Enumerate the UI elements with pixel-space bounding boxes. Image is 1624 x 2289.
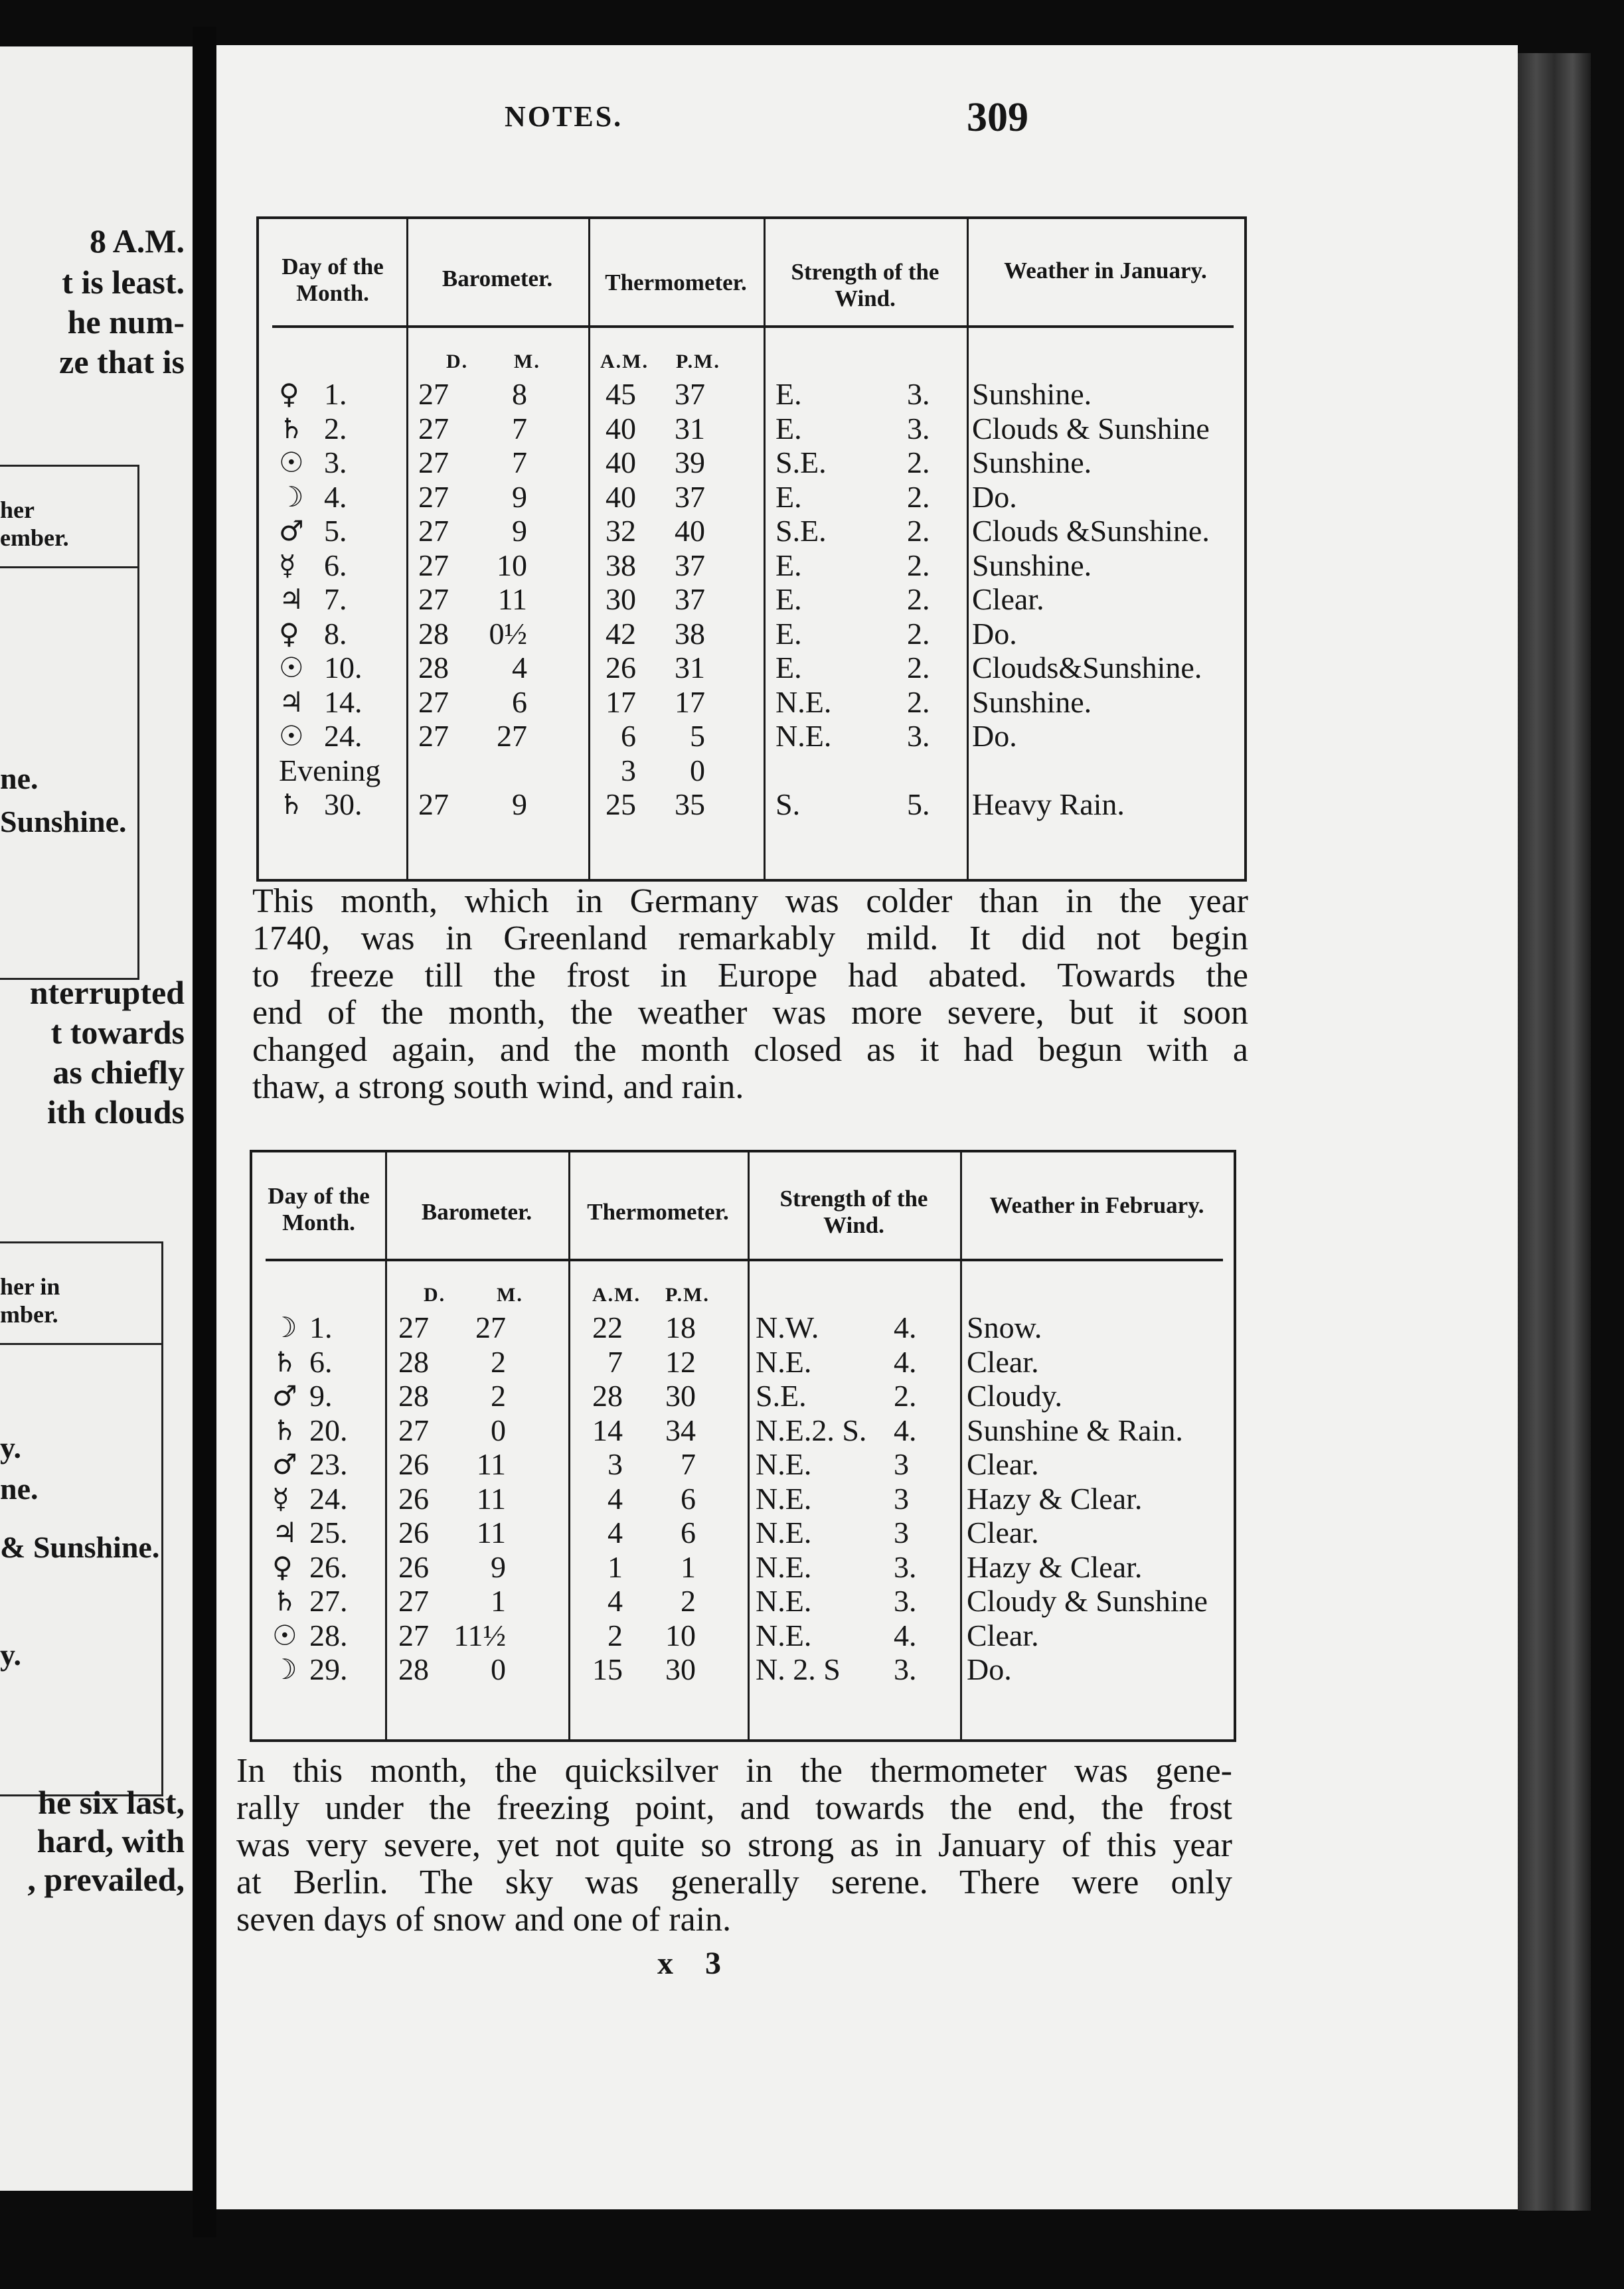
subheader-pm: P.M. [665, 1284, 710, 1306]
wind-direction: E. [775, 616, 802, 651]
table-row [252, 1379, 1234, 1413]
barometer-m: 27 [475, 1310, 506, 1344]
weather-description: Cloudy & Sunshine [967, 1584, 1208, 1618]
thermometer-pm: 31 [675, 411, 705, 445]
wind-direction: N.E. [756, 1584, 812, 1618]
weather-description: Clear. [972, 582, 1044, 616]
barometer-d: 27 [418, 787, 449, 821]
day-of-month: 30. [324, 787, 363, 821]
paragraph-line: 1740, was in Greenland remarkably mild. It did not begin [252, 919, 1248, 957]
weather-description: Sunshine. [972, 548, 1092, 582]
thermometer-pm: 37 [675, 479, 705, 514]
thermometer-am: 28 [592, 1379, 623, 1413]
day-of-month: 7. [324, 582, 347, 616]
wind-strength: 3 [894, 1481, 909, 1516]
left-page-line: ze that is [59, 343, 185, 380]
thermometer-pm: 34 [665, 1413, 696, 1447]
barometer-m: 11 [476, 1481, 506, 1516]
wind-direction: E. [775, 377, 802, 411]
barometer-d: 27 [418, 479, 449, 514]
wind-strength: 4. [894, 1413, 917, 1447]
paragraph-line: In this month, the quicksilver in the thermometer was gene- [236, 1752, 1232, 1790]
paragraph-line: rally under the freezing point, and towards the end, the frost [236, 1789, 1232, 1827]
day-symbol: ♀ [279, 617, 299, 650]
wind-strength: 3. [907, 377, 930, 411]
thermometer-am: 40 [606, 445, 636, 479]
wind-strength: 3. [894, 1652, 917, 1686]
thermometer-pm: 40 [675, 514, 705, 548]
table-row [259, 753, 1244, 788]
weather-description: Do. [972, 479, 1017, 514]
day-of-month: 14. [324, 684, 363, 719]
day-symbol: ☉ [272, 1618, 297, 1652]
left-page-line: , prevailed, [27, 1861, 185, 1898]
barometer-m: 1 [491, 1584, 506, 1618]
day-of-month: 25. [309, 1516, 348, 1549]
barometer-d: 27 [398, 1618, 429, 1652]
barometer-d: 27 [418, 684, 449, 719]
barometer-m: 0 [491, 1652, 506, 1686]
wind-direction: N.W. [756, 1310, 819, 1344]
day-symbol: ♀ [272, 1550, 293, 1583]
day-of-month: 26. [309, 1549, 348, 1584]
thermometer-pm: 17 [675, 684, 705, 719]
barometer-m: 27 [497, 719, 527, 753]
barometer-m: 8 [512, 377, 527, 411]
day-of-month: 6. [324, 548, 347, 582]
barometer-m: 2 [491, 1379, 506, 1413]
day-symbol: ♄ [272, 1585, 297, 1617]
thermometer-pm: 38 [675, 616, 705, 651]
day-of-month: 23. [309, 1447, 348, 1481]
barometer-m: 9 [491, 1549, 506, 1584]
thermometer-pm: 30 [665, 1652, 696, 1686]
thermometer-pm: 31 [675, 651, 705, 684]
wind-direction: E. [775, 582, 802, 616]
wind-strength: 2. [907, 514, 930, 548]
wind-direction: N.E. [756, 1481, 812, 1516]
table-row [259, 685, 1244, 720]
weather-description: Cloudy. [967, 1379, 1062, 1413]
column-header-wind: Strength of the Wind. [779, 1186, 928, 1239]
wind-direction: N.E. [756, 1344, 812, 1379]
day-of-month: 3. [324, 445, 347, 479]
barometer-d: 28 [418, 651, 449, 684]
left-page-table-heading: her in [0, 1273, 60, 1300]
left-page-line: 8 A.M. [89, 222, 185, 260]
thermometer-am: 3 [608, 1447, 623, 1481]
table-row [259, 514, 1244, 548]
table-row [259, 617, 1244, 651]
thermometer-am: 45 [606, 377, 636, 411]
barometer-d: 27 [398, 1413, 429, 1447]
table-row [252, 1584, 1234, 1618]
wind-direction: S. [775, 787, 801, 821]
barometer-d: 27 [418, 582, 449, 616]
wind-direction: S.E. [775, 514, 827, 548]
day-symbol: ♂ [279, 514, 304, 547]
thermometer-pm: 30 [665, 1379, 696, 1413]
barometer-m: 7 [512, 411, 527, 445]
february-weather-table [250, 1150, 1236, 1742]
barometer-d: 26 [398, 1447, 429, 1481]
wind-strength: 2. [907, 479, 930, 514]
column-header-barometer: Barometer. [442, 266, 553, 291]
barometer-d: 27 [418, 377, 449, 411]
thermometer-pm: 37 [675, 548, 705, 582]
day-symbol: ♄ [279, 412, 304, 445]
thermometer-am: 4 [608, 1584, 623, 1618]
column-header-thermometer: Thermometer. [605, 270, 747, 295]
day-symbol: ♃ [279, 583, 304, 615]
day-of-month: 9. [309, 1379, 333, 1413]
day-symbol: ♀ [279, 378, 299, 410]
left-page-table-heading: ember. [0, 524, 69, 551]
signature-mark: x 3 [657, 1946, 733, 1981]
table-row [252, 1447, 1234, 1482]
wind-strength: 2. [907, 684, 930, 719]
column-header-wind: Strength of the Wind. [791, 259, 939, 312]
paragraph-january [252, 883, 1248, 1106]
barometer-m: 0 [491, 1413, 506, 1447]
barometer-m: 10 [497, 548, 527, 582]
weather-description: Clear. [967, 1516, 1039, 1549]
wind-direction: N.E. [756, 1618, 812, 1652]
barometer-d: 27 [398, 1310, 429, 1344]
paragraph-line: to freeze till the frost in Europe had abated. Towards the [252, 957, 1248, 994]
thermometer-pm: 6 [681, 1481, 696, 1516]
column-header-weather: Weather in January. [1004, 258, 1207, 283]
thermometer-am: 1 [608, 1549, 623, 1584]
thermometer-am: 38 [606, 548, 636, 582]
day-of-month: 6. [309, 1344, 333, 1379]
paragraph-line: This month, which in Germany was colder than in the year [252, 882, 1248, 920]
day-symbol: ♃ [279, 685, 304, 718]
subheader-am: A.M. [592, 1284, 641, 1306]
day-symbol: ☉ [279, 651, 304, 684]
thermometer-am: 32 [606, 514, 636, 548]
day-symbol: ♂ [272, 1380, 297, 1412]
day-symbol: ☽ [272, 1311, 297, 1344]
left-page-table-heading: her [0, 497, 35, 523]
subheader-pm: P.M. [676, 351, 720, 372]
day-of-month: 4. [324, 479, 347, 514]
column-header-thermometer: Thermometer. [587, 1199, 729, 1225]
day-symbol: ♃ [272, 1516, 297, 1549]
wind-strength: 2. [907, 548, 930, 582]
wind-strength: 4. [894, 1344, 917, 1379]
table-row [252, 1345, 1234, 1380]
barometer-d: 27 [418, 445, 449, 479]
day-of-month: 20. [309, 1413, 348, 1447]
day-of-month: 27. [309, 1584, 348, 1618]
left-page-line: t towards [50, 1014, 185, 1051]
wind-strength: 3. [894, 1584, 917, 1618]
weather-description: Snow. [967, 1310, 1042, 1344]
wind-strength: 2. [894, 1379, 917, 1413]
weather-description: Do. [972, 616, 1017, 651]
day-symbol: ♂ [272, 1448, 297, 1480]
day-of-month: 1. [309, 1310, 333, 1344]
weather-description: Clouds &Sunshine. [972, 514, 1210, 548]
thermometer-am: 25 [606, 787, 636, 821]
column-header-barometer: Barometer. [421, 1199, 532, 1225]
wind-strength: 3. [907, 719, 930, 753]
barometer-m: 11½ [453, 1618, 506, 1652]
barometer-m: 9 [512, 479, 527, 514]
left-page-table-cell: y. [0, 1638, 21, 1672]
wind-strength: 4. [894, 1618, 917, 1652]
table-row [252, 1310, 1234, 1345]
weather-description: Do. [967, 1652, 1012, 1686]
thermometer-pm: 37 [675, 377, 705, 411]
table-row [259, 719, 1244, 753]
day-of-month: 29. [309, 1652, 348, 1686]
left-page-table-cell: Sunshine. [0, 805, 127, 838]
barometer-d: 27 [418, 719, 449, 753]
thermometer-pm: 18 [665, 1310, 696, 1344]
day-of-month: 24. [324, 719, 363, 753]
left-page-line: nterrupted [29, 974, 185, 1011]
thermometer-am: 3 [621, 753, 636, 787]
wind-strength: 3. [894, 1549, 917, 1584]
weather-description: Heavy Rain. [972, 787, 1125, 821]
wind-direction: E. [775, 651, 802, 684]
day-symbol: ♄ [272, 1413, 297, 1447]
weather-description: Do. [972, 719, 1017, 753]
thermometer-am: 42 [606, 616, 636, 651]
thermometer-pm: 5 [690, 719, 705, 753]
weather-description: Sunshine. [972, 684, 1092, 719]
day-symbol: ♄ [279, 788, 304, 821]
day-of-month: 24. [309, 1481, 348, 1516]
weather-description: Clear. [967, 1618, 1039, 1652]
barometer-d: 28 [398, 1652, 429, 1686]
left-facing-page [0, 46, 193, 2191]
page-edges [1518, 53, 1591, 2211]
wind-strength: 4. [894, 1310, 917, 1344]
day-symbol: ☉ [279, 446, 304, 479]
wind-strength: 2. [907, 616, 930, 651]
left-page-table-cell: ne. [0, 1472, 39, 1506]
table-row [252, 1482, 1234, 1516]
day-of-month: 5. [324, 514, 347, 548]
thermometer-am: 4 [608, 1481, 623, 1516]
wind-direction: N.E. [775, 684, 832, 719]
wind-strength: 3 [894, 1516, 909, 1549]
barometer-d: 27 [418, 548, 449, 582]
left-page-line: he num- [67, 303, 185, 341]
paragraph-february [236, 1753, 1232, 1938]
barometer-d: 26 [398, 1516, 429, 1549]
barometer-m: 11 [476, 1447, 506, 1481]
january-weather-table [256, 216, 1247, 882]
day-of-month: 1. [324, 377, 347, 411]
barometer-m: 4 [512, 651, 527, 684]
wind-direction: S.E. [756, 1379, 807, 1413]
day-symbol: ☽ [272, 1653, 297, 1686]
thermometer-pm: 35 [675, 787, 705, 821]
barometer-d: 28 [398, 1379, 429, 1413]
day-of-month: 10. [324, 651, 363, 684]
table-row [252, 1652, 1234, 1687]
left-page-table-cell: & Sunshine. [0, 1530, 160, 1564]
weather-description: Hazy & Clear. [967, 1481, 1143, 1516]
table-row [259, 582, 1244, 617]
thermometer-am: 22 [592, 1310, 623, 1344]
subheader-am: A.M. [600, 351, 649, 372]
thermometer-am: 17 [606, 684, 636, 719]
thermometer-am: 40 [606, 479, 636, 514]
left-page-table-cell: y. [0, 1431, 21, 1464]
weather-description: Sunshine & Rain. [967, 1413, 1183, 1447]
thermometer-pm: 10 [665, 1618, 696, 1652]
left-page-line: he six last, [38, 1784, 185, 1821]
table-row [259, 445, 1244, 480]
paragraph-line: at Berlin. The sky was generally serene. There were only [236, 1863, 1232, 1901]
barometer-d: 26 [398, 1549, 429, 1584]
weather-description: Clouds&Sunshine. [972, 651, 1202, 684]
wind-direction: N.E.2. S. [756, 1413, 867, 1447]
table-row [259, 377, 1244, 412]
thermometer-pm: 39 [675, 445, 705, 479]
day-of-month: 2. [324, 411, 347, 445]
paragraph-line: seven days of snow and one of rain. [236, 1901, 732, 1938]
barometer-d: 27 [398, 1584, 429, 1618]
day-of-month: 8. [324, 616, 347, 651]
barometer-d: 27 [418, 514, 449, 548]
barometer-m: 7 [512, 445, 527, 479]
wind-direction: E. [775, 479, 802, 514]
wind-strength: 3. [907, 411, 930, 445]
thermometer-pm: 12 [665, 1344, 696, 1379]
barometer-m: 9 [512, 514, 527, 548]
subheader-d: D. [424, 1284, 446, 1306]
left-page-line: as chiefly [52, 1054, 185, 1091]
subheader-m: M. [514, 351, 540, 372]
table-row [259, 787, 1244, 822]
wind-strength: 2. [907, 445, 930, 479]
barometer-m: 2 [491, 1344, 506, 1379]
thermometer-am: 4 [608, 1516, 623, 1549]
paragraph-line: thaw, a strong south wind, and rain. [252, 1068, 744, 1106]
running-header: NOTES. [505, 100, 623, 133]
day-of-month: Evening [279, 753, 381, 787]
paragraph-line: was very severe, yet not quite so strong as in January of this year [236, 1826, 1232, 1864]
subheader-d: D. [446, 351, 469, 372]
table-row [252, 1618, 1234, 1653]
thermometer-pm: 6 [681, 1516, 696, 1549]
barometer-m: 9 [512, 787, 527, 821]
wind-strength: 2. [907, 651, 930, 684]
day-symbol: ☽ [279, 480, 304, 513]
left-page-line: hard, with [37, 1822, 185, 1859]
table-row [259, 548, 1244, 583]
wind-direction: N. 2. S [756, 1652, 841, 1686]
thermometer-am: 40 [606, 411, 636, 445]
wind-strength: 5. [907, 787, 930, 821]
barometer-m: 6 [512, 684, 527, 719]
table-row [252, 1516, 1234, 1550]
barometer-m: 0½ [489, 616, 527, 651]
left-page-table-heading: mber. [0, 1301, 58, 1328]
thermometer-am: 14 [592, 1413, 623, 1447]
thermometer-am: 7 [608, 1344, 623, 1379]
barometer-d: 26 [398, 1481, 429, 1516]
weather-description: Sunshine. [972, 445, 1092, 479]
thermometer-am: 6 [621, 719, 636, 753]
wind-direction: E. [775, 548, 802, 582]
thermometer-pm: 1 [681, 1549, 696, 1584]
left-page-line: ith clouds [46, 1093, 185, 1131]
barometer-d: 28 [398, 1344, 429, 1379]
wind-direction: N.E. [756, 1549, 812, 1584]
day-symbol: ♄ [272, 1345, 297, 1378]
page-number: 309 [967, 95, 1028, 140]
day-symbol: ☿ [272, 1482, 289, 1515]
wind-direction: N.E. [756, 1447, 812, 1481]
wind-strength: 3 [894, 1447, 909, 1481]
thermometer-am: 26 [606, 651, 636, 684]
weather-description: Clouds & Sunshine [972, 411, 1210, 445]
weather-description: Sunshine. [972, 377, 1092, 411]
paragraph-line: end of the month, the weather was more severe, but it soon [252, 994, 1248, 1032]
wind-direction: S.E. [775, 445, 827, 479]
thermometer-pm: 7 [681, 1447, 696, 1481]
table-row [252, 1550, 1234, 1585]
paragraph-line: changed again, and the month closed as it had begun with a [252, 1031, 1248, 1069]
weather-description: Clear. [967, 1447, 1039, 1481]
table-row [252, 1413, 1234, 1448]
thermometer-am: 2 [608, 1618, 623, 1652]
wind-direction: N.E. [756, 1516, 812, 1549]
day-of-month: 28. [309, 1618, 348, 1652]
weather-description: Hazy & Clear. [967, 1549, 1143, 1584]
day-symbol: ☿ [279, 548, 296, 582]
thermometer-am: 15 [592, 1652, 623, 1686]
barometer-m: 11 [497, 582, 527, 616]
thermometer-pm: 37 [675, 582, 705, 616]
column-header-day: Day of the Month. [282, 254, 384, 307]
left-page-line: t is least. [62, 264, 185, 301]
barometer-m: 11 [476, 1516, 506, 1549]
thermometer-pm: 2 [681, 1584, 696, 1618]
day-symbol: ☉ [279, 720, 304, 752]
barometer-d: 28 [418, 616, 449, 651]
table-row [259, 480, 1244, 514]
barometer-d: 27 [418, 411, 449, 445]
wind-direction: N.E. [775, 719, 832, 753]
weather-description: Clear. [967, 1344, 1039, 1379]
wind-strength: 2. [907, 582, 930, 616]
left-page-table-cell: ne. [0, 761, 39, 795]
table-row [259, 651, 1244, 685]
wind-direction: E. [775, 411, 802, 445]
thermometer-am: 30 [606, 582, 636, 616]
thermometer-pm: 0 [690, 753, 705, 787]
table-row [259, 412, 1244, 446]
column-header-day: Day of the Month. [268, 1183, 370, 1236]
book-gutter [193, 27, 216, 2237]
subheader-m: M. [497, 1284, 523, 1306]
column-header-weather: Weather in February. [989, 1192, 1204, 1218]
